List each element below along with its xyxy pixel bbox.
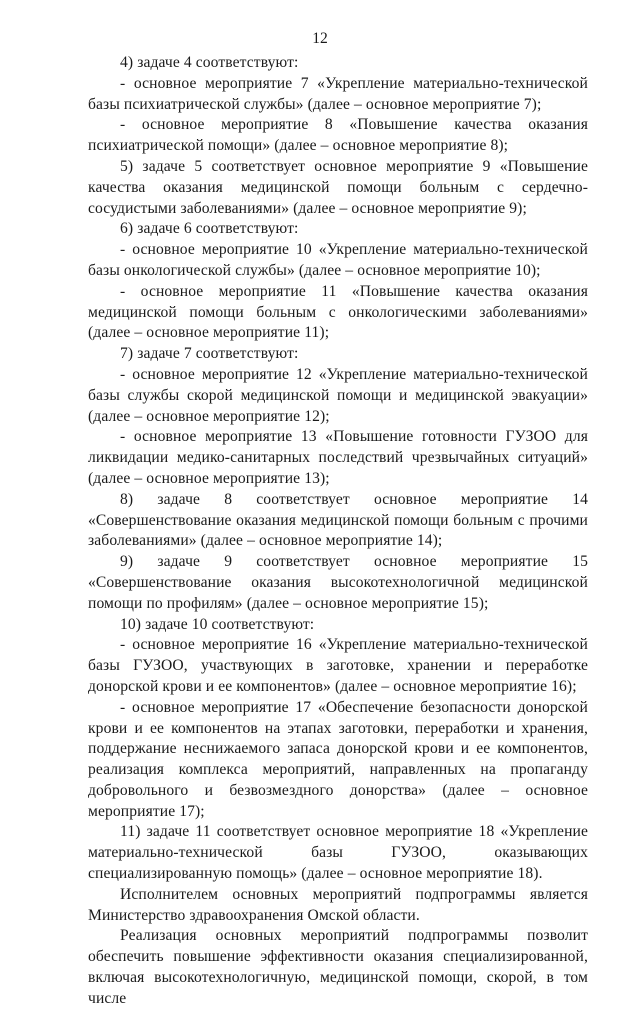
- paragraph-task-9: 9) задаче 9 соответствует основное мероприятие 15 «Совершенствование оказания высокотехнологичной медицинской помощи по профилям» (далее – основное мероприятие 15);: [88, 553, 588, 612]
- paragraph-task-8: 8) задаче 8 соответствует основное мероприятие 14 «Совершенствование оказания медицинской помощи больным с прочими заболеваниями» (далее – основное мероприятие 14);: [88, 490, 588, 550]
- paragraph-measure-11: - основное мероприятие 11 «Повышение качества оказания медицинской помощи больным с онкологическими заболеваниями» (далее – основное мероприятие 11);: [88, 282, 588, 342]
- paragraph-measure-10: - основное мероприятие 10 «Укрепление материально-технической базы онкологической службы» (далее – основное мероприятие 10);: [88, 241, 588, 279]
- paragraph-measure-8: - основное мероприятие 8 «Повышение качества оказания психиатрической помощи» (далее – основное мероприятие 8);: [88, 116, 588, 155]
- paragraph-measure-16: - основное мероприятие 16 «Укрепление материально-технической базы ГУЗОО, участвующих в заготовке, хранении и переработке донорской крови и ее компонентов» (далее – основное мероприятие 16);: [88, 636, 588, 695]
- paragraph-measure-12: - основное мероприятие 12 «Укрепление материально-технической базы службы скорой медицинской помощи и медицинской эвакуации» (далее – основное мероприятие 12);: [88, 365, 588, 425]
- paragraph-executor: Исполнителем основных мероприятий подпрограммы является Министерство здравоохранения Омской области.: [88, 885, 588, 924]
- paragraph-task-10-heading: 10) задаче 10 соответствуют:: [120, 615, 315, 633]
- document-body: [88, 53, 588, 1010]
- paragraph-implementation: Реализация основных мероприятий подпрограммы позволит обеспечить повышение эффективности оказания специализированной, включая высокотехнологичную, медицинской помощи, скорой, в том числе: [88, 927, 588, 1007]
- paragraph-task-6-heading: 6) задаче 6 соответствуют:: [120, 220, 299, 238]
- paragraph-task-5: 5) задаче 5 соответствует основное мероприятие 9 «Повышение качества оказания медицинской помощи больным с сердечно-сосудистыми заболеваниями» (далее – основное мероприятие 9);: [88, 157, 588, 217]
- paragraph-task-7-heading: 7) задаче 7 соответствуют:: [120, 345, 299, 363]
- paragraph-task-11: 11) задаче 11 соответствует основное мероприятие 18 «Укрепление материально-технической базы ГУЗОО, оказывающих специализированную помощь» (далее – основное мероприятие 18).: [88, 823, 588, 883]
- page-number: 12: [312, 30, 328, 47]
- paragraph-measure-13: - основное мероприятие 13 «Повышение готовности ГУЗОО для ликвидации медико-санитарных последствий чрезвычайных ситуаций» (далее – основное мероприятие 13);: [88, 428, 588, 487]
- paragraph-measure-17: - основное мероприятие 17 «Обеспечение безопасности донорской крови и ее компонентов на этапах заготовки, переработки и хранения, поддержание неснижаемого запаса донорской крови и ее компонентов, реализация комплекса мероприятий, направленных на пропаганду добровольного и безвозмездного донорства» (далее – основное мероприятие 17);: [88, 698, 588, 820]
- paragraph-task-4-heading: 4) задаче 4 соответствуют:: [120, 54, 299, 71]
- paragraph-measure-7: - основное мероприятие 7 «Укрепление материально-технической базы психиатрической службы» (далее – основное мероприятие 7);: [88, 74, 588, 113]
